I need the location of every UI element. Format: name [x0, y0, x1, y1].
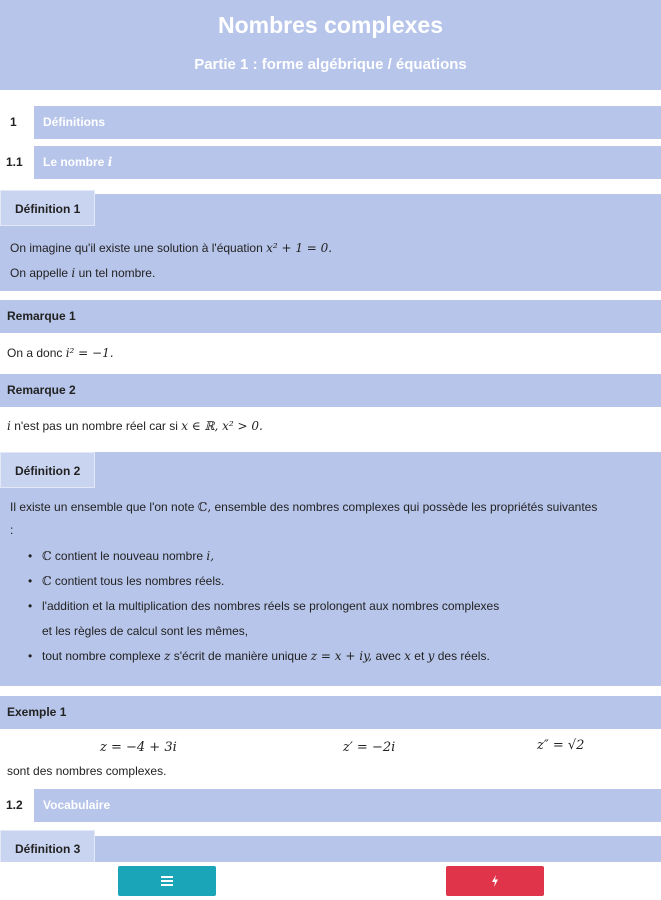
section-header-1-2 — [0, 789, 661, 822]
definition-2-intro: Il existe un ensemble que l'on note ℂ, ensemble des nombres complexes qui possède les propriétés suivantes — [10, 500, 598, 514]
section-number: 1.2 — [0, 789, 34, 822]
exemple-1-equation-3: z″ = √2 — [537, 738, 585, 753]
definition-1-line-1: On imagine qu'il existe une solution à l'équation x² + 1 = 0. — [10, 241, 333, 255]
bolt-button[interactable] — [446, 866, 544, 896]
definition-2-properties — [28, 549, 499, 674]
definition-2-intro-colon: : — [10, 523, 14, 537]
list-item: • ℂ contient le nouveau nombre i, — [28, 549, 499, 574]
exemple-1-equation-1: z = −4 + 3i — [100, 740, 177, 755]
bolt-icon — [491, 875, 499, 887]
remarque-1-title: Remarque 1 — [0, 300, 661, 333]
list-item: • tout nombre complexe z s'écrit de manière unique z = x + iy, avec x et y des réels. — [28, 649, 499, 674]
section-header-1-1 — [0, 146, 661, 179]
definition-1-title: Définition 1 — [0, 190, 95, 226]
section-number: 1.1 — [0, 146, 34, 179]
section-label: Vocabulaire — [43, 798, 111, 812]
definition-2-title: Définition 2 — [0, 452, 95, 488]
section-number: 1 — [0, 106, 34, 139]
footer-bar — [0, 862, 661, 900]
definition-1-line-2: On appelle i un tel nombre. — [10, 266, 156, 280]
page-title: Nombres complexes — [218, 12, 443, 38]
definition-3-title: Définition 3 — [0, 830, 95, 866]
menu-button[interactable] — [118, 866, 216, 896]
section-label: Définitions — [43, 115, 105, 129]
page-subtitle: Partie 1 : forme algébrique / équations — [194, 56, 467, 73]
remarque-1-text: On a donc i² = −1. — [7, 346, 114, 360]
remarque-2-text: i n'est pas un nombre réel car si x ∈ ℝ, x² > 0. — [7, 419, 263, 433]
section-header-1 — [0, 106, 661, 139]
menu-icon — [161, 876, 173, 886]
list-item: • l'addition et la multiplication des nombres réels se prolongent aux nombres complexes et les règles de calcul sont les mêmes, — [28, 599, 499, 649]
remarque-2-title: Remarque 2 — [0, 374, 661, 407]
definition-2-block — [0, 452, 661, 686]
exemple-1-text: sont des nombres complexes. — [7, 764, 167, 778]
section-label: Le nombre i — [43, 155, 113, 169]
list-item: • ℂ contient tous les nombres réels. — [28, 574, 499, 599]
page-header — [0, 0, 661, 90]
exemple-1-equation-2: z′ = −2i — [343, 740, 396, 755]
definition-1-block — [0, 194, 661, 291]
exemple-1-title: Exemple 1 — [0, 696, 661, 729]
